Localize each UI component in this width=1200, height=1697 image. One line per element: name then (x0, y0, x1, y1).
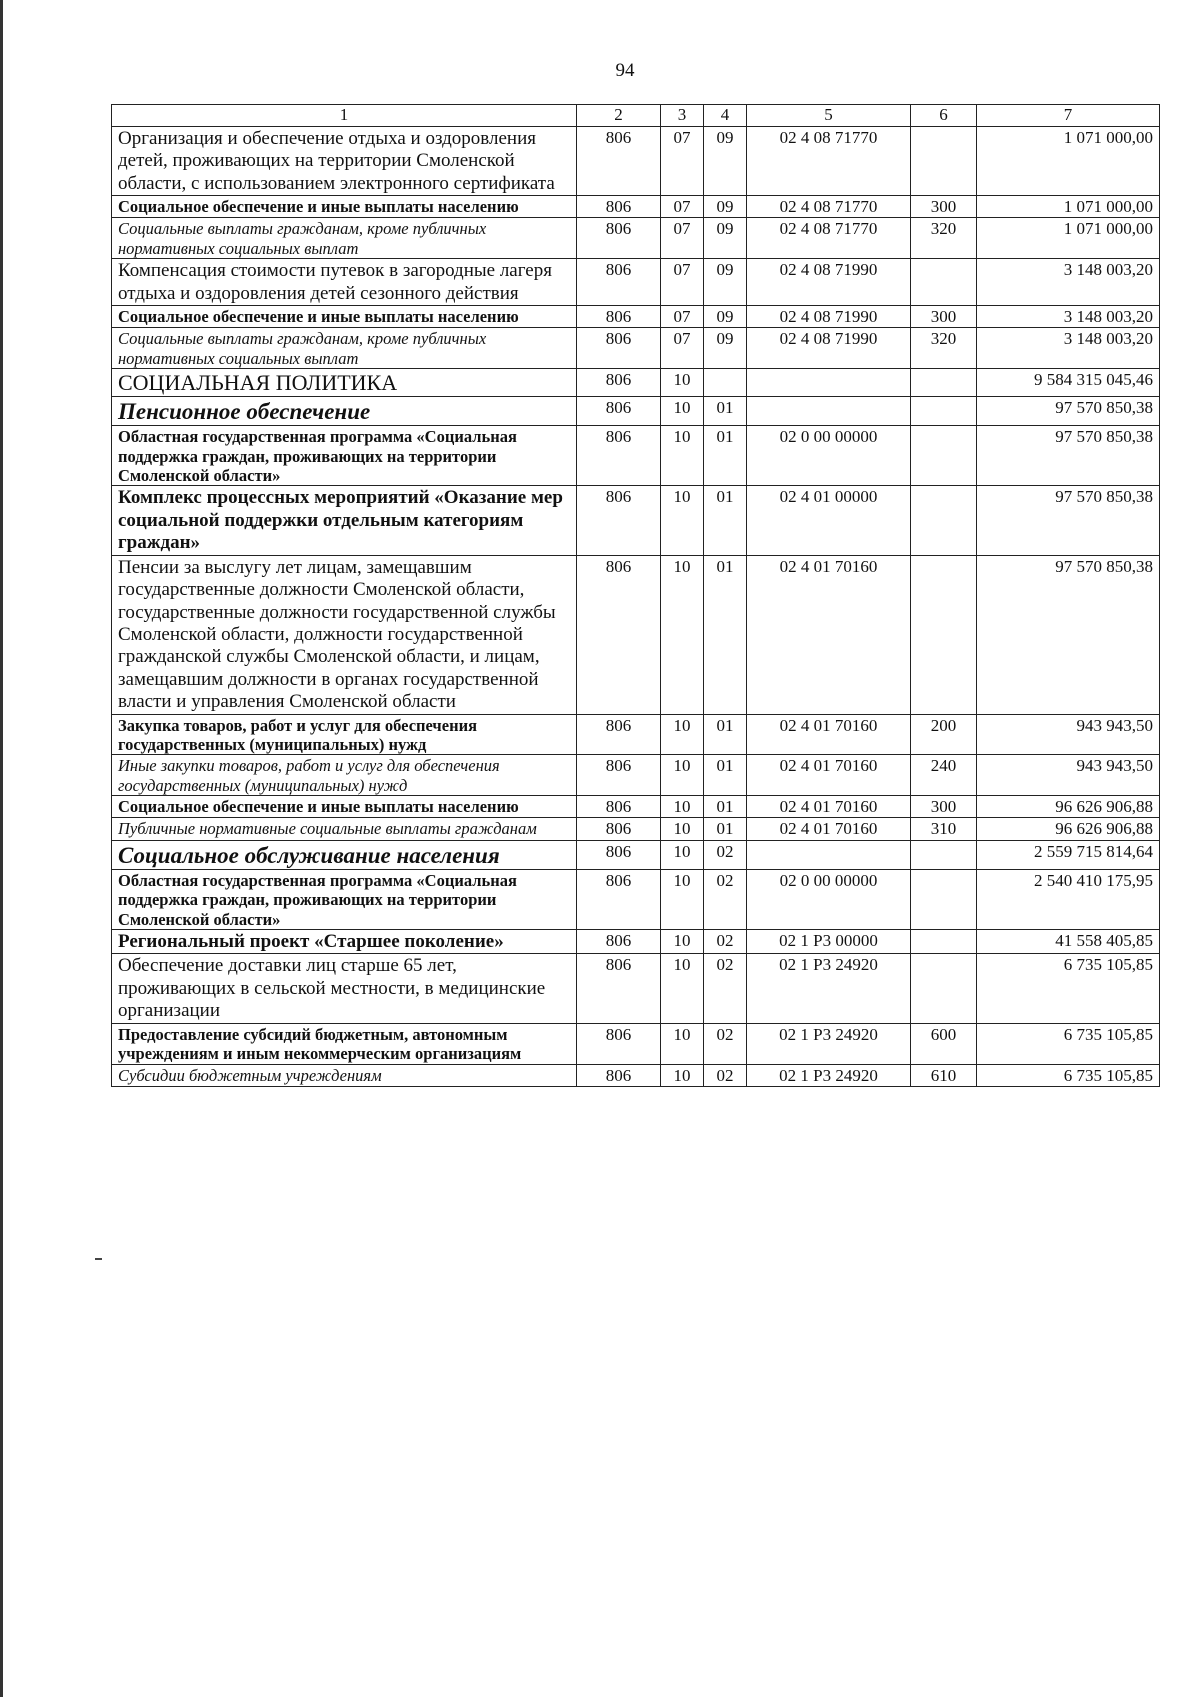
row-expense-type: 320 (911, 328, 977, 369)
row-target-article: 02 1 P3 24920 (747, 954, 911, 1023)
row-subsection-code: 09 (704, 127, 747, 196)
row-expense-type (911, 840, 977, 869)
row-amount: 3 148 003,20 (977, 259, 1160, 306)
row-admin-code: 806 (577, 869, 661, 929)
table-row (112, 328, 1160, 369)
row-target-article: 02 4 08 71770 (747, 196, 911, 218)
table-header-row (112, 105, 1160, 127)
row-admin-code: 806 (577, 218, 661, 259)
header-cell: 5 (747, 105, 911, 127)
row-target-article: 02 4 08 71770 (747, 127, 911, 196)
row-amount: 6 735 105,85 (977, 1023, 1160, 1064)
row-expense-type (911, 954, 977, 1023)
row-name: Социальное обеспечение и иные выплаты населению (112, 796, 577, 818)
row-section-code: 07 (661, 218, 704, 259)
row-subsection-code: 02 (704, 1064, 747, 1086)
row-name: Пенсии за выслугу лет лицам, замещавшим государственные должности Смоленской области, государственные должности государственной службы Смоленской области, должности государственной гражданской службы Смоленской области, и лицам, замещавшим должности в органах государственной власти и управления Смоленской области (112, 555, 577, 714)
row-target-article (747, 396, 911, 425)
row-subsection-code: 01 (704, 818, 747, 840)
row-section-code: 07 (661, 259, 704, 306)
table-row (112, 396, 1160, 425)
row-admin-code: 806 (577, 840, 661, 869)
header-cell: 4 (704, 105, 747, 127)
row-target-article: 02 1 P3 24920 (747, 1023, 911, 1064)
row-subsection-code: 01 (704, 426, 747, 486)
table-row (112, 796, 1160, 818)
row-admin-code: 806 (577, 486, 661, 555)
row-section-code: 10 (661, 555, 704, 714)
row-expense-type (911, 369, 977, 397)
row-name: Социальные выплаты гражданам, кроме публичных нормативных социальных выплат (112, 218, 577, 259)
row-section-code: 10 (661, 426, 704, 486)
header-cell: 6 (911, 105, 977, 127)
row-amount: 3 148 003,20 (977, 306, 1160, 328)
row-subsection-code: 01 (704, 396, 747, 425)
row-expense-type (911, 127, 977, 196)
row-admin-code: 806 (577, 1064, 661, 1086)
row-target-article: 02 0 00 00000 (747, 426, 911, 486)
table-row (112, 1023, 1160, 1064)
row-amount: 2 540 410 175,95 (977, 869, 1160, 929)
row-name: Социальные выплаты гражданам, кроме публичных нормативных социальных выплат (112, 328, 577, 369)
row-amount: 96 626 906,88 (977, 796, 1160, 818)
row-name: Социальное обслуживание населения (112, 840, 577, 869)
row-expense-type: 240 (911, 755, 977, 796)
row-name: Субсидии бюджетным учреждениям (112, 1064, 577, 1086)
row-expense-type: 610 (911, 1064, 977, 1086)
row-subsection-code: 09 (704, 196, 747, 218)
header-cell: 1 (112, 105, 577, 127)
header-cell: 3 (661, 105, 704, 127)
row-section-code: 10 (661, 796, 704, 818)
row-target-article: 02 1 P3 24920 (747, 1064, 911, 1086)
row-amount: 41 558 405,85 (977, 930, 1160, 954)
row-expense-type (911, 486, 977, 555)
row-admin-code: 806 (577, 714, 661, 755)
row-admin-code: 806 (577, 306, 661, 328)
row-expense-type: 300 (911, 796, 977, 818)
row-expense-type (911, 869, 977, 929)
row-target-article: 02 4 08 71990 (747, 306, 911, 328)
row-name: Организация и обеспечение отдыха и оздоровления детей, проживающих на территории Смоленской области, с использованием электронного сертификата (112, 127, 577, 196)
row-target-article (747, 369, 911, 397)
row-section-code: 10 (661, 369, 704, 397)
row-section-code: 10 (661, 1023, 704, 1064)
row-target-article: 02 1 P3 00000 (747, 930, 911, 954)
row-section-code: 07 (661, 306, 704, 328)
row-subsection-code: 01 (704, 486, 747, 555)
row-amount: 9 584 315 045,46 (977, 369, 1160, 397)
row-expense-type: 200 (911, 714, 977, 755)
row-name: Обеспечение доставки лиц старше 65 лет, проживающих в сельской местности, в медицинские организации (112, 954, 577, 1023)
table-row (112, 369, 1160, 397)
table-row (112, 306, 1160, 328)
row-target-article: 02 4 01 70160 (747, 796, 911, 818)
row-expense-type: 310 (911, 818, 977, 840)
table-row (112, 486, 1160, 555)
row-expense-type: 300 (911, 196, 977, 218)
row-section-code: 10 (661, 396, 704, 425)
row-section-code: 10 (661, 818, 704, 840)
row-target-article: 02 4 01 70160 (747, 755, 911, 796)
row-admin-code: 806 (577, 755, 661, 796)
table-row (112, 218, 1160, 259)
row-admin-code: 806 (577, 396, 661, 425)
table-row (112, 1064, 1160, 1086)
row-expense-type: 300 (911, 306, 977, 328)
row-section-code: 10 (661, 755, 704, 796)
row-section-code: 07 (661, 196, 704, 218)
header-cell: 2 (577, 105, 661, 127)
row-amount: 3 148 003,20 (977, 328, 1160, 369)
header-cell: 7 (977, 105, 1160, 127)
row-name: Региональный проект «Старшее поколение» (112, 930, 577, 954)
row-name: Пенсионное обеспечение (112, 396, 577, 425)
table-row (112, 840, 1160, 869)
row-admin-code: 806 (577, 259, 661, 306)
row-amount: 1 071 000,00 (977, 127, 1160, 196)
row-subsection-code: 02 (704, 930, 747, 954)
row-admin-code: 806 (577, 1023, 661, 1064)
row-target-article: 02 4 08 71990 (747, 259, 911, 306)
row-name: Предоставление субсидий бюджетным, автономным учреждениям и иным некоммерческим организациям (112, 1023, 577, 1064)
table-row (112, 259, 1160, 306)
table-row (112, 954, 1160, 1023)
row-subsection-code: 09 (704, 218, 747, 259)
row-admin-code: 806 (577, 796, 661, 818)
row-target-article: 02 4 01 00000 (747, 486, 911, 555)
scan-mark (95, 1258, 102, 1260)
row-name: Компенсация стоимости путевок в загородные лагеря отдыха и оздоровления детей сезонного действия (112, 259, 577, 306)
row-name: Социальное обеспечение и иные выплаты населению (112, 196, 577, 218)
row-admin-code: 806 (577, 328, 661, 369)
table-row (112, 196, 1160, 218)
row-name: Областная государственная программа «Социальная поддержка граждан, проживающих на территории Смоленской области» (112, 869, 577, 929)
row-admin-code: 806 (577, 954, 661, 1023)
row-subsection-code: 01 (704, 714, 747, 755)
row-section-code: 10 (661, 954, 704, 1023)
row-expense-type: 600 (911, 1023, 977, 1064)
row-section-code: 10 (661, 869, 704, 929)
row-section-code: 07 (661, 127, 704, 196)
row-section-code: 10 (661, 840, 704, 869)
row-name: Социальное обеспечение и иные выплаты населению (112, 306, 577, 328)
row-subsection-code (704, 369, 747, 397)
row-subsection-code: 09 (704, 259, 747, 306)
row-subsection-code: 02 (704, 954, 747, 1023)
row-subsection-code: 09 (704, 328, 747, 369)
row-name: Областная государственная программа «Социальная поддержка граждан, проживающих на территории Смоленской области» (112, 426, 577, 486)
table-row (112, 755, 1160, 796)
page-number: 94 (615, 60, 635, 81)
row-amount: 97 570 850,38 (977, 396, 1160, 425)
row-target-article: 02 4 08 71770 (747, 218, 911, 259)
table-row (112, 930, 1160, 954)
row-section-code: 10 (661, 714, 704, 755)
row-expense-type: 320 (911, 218, 977, 259)
row-target-article (747, 840, 911, 869)
table-row (112, 818, 1160, 840)
row-admin-code: 806 (577, 818, 661, 840)
row-amount: 96 626 906,88 (977, 818, 1160, 840)
row-admin-code: 806 (577, 369, 661, 397)
table-row (112, 426, 1160, 486)
row-expense-type (911, 930, 977, 954)
table-row (112, 869, 1160, 929)
row-subsection-code: 02 (704, 840, 747, 869)
row-admin-code: 806 (577, 426, 661, 486)
row-amount: 1 071 000,00 (977, 218, 1160, 259)
row-expense-type (911, 259, 977, 306)
row-amount: 6 735 105,85 (977, 1064, 1160, 1086)
row-admin-code: 806 (577, 555, 661, 714)
row-subsection-code: 02 (704, 1023, 747, 1064)
row-subsection-code: 01 (704, 555, 747, 714)
row-amount: 943 943,50 (977, 755, 1160, 796)
row-amount: 943 943,50 (977, 714, 1160, 755)
row-admin-code: 806 (577, 930, 661, 954)
row-subsection-code: 09 (704, 306, 747, 328)
table-row (112, 127, 1160, 196)
row-subsection-code: 02 (704, 869, 747, 929)
row-expense-type (911, 396, 977, 425)
row-name: Иные закупки товаров, работ и услуг для обеспечения государственных (муниципальных) нужд (112, 755, 577, 796)
row-section-code: 10 (661, 486, 704, 555)
row-subsection-code: 01 (704, 755, 747, 796)
budget-table (111, 104, 1160, 1087)
row-section-code: 10 (661, 1064, 704, 1086)
row-name: Публичные нормативные социальные выплаты гражданам (112, 818, 577, 840)
row-amount: 97 570 850,38 (977, 426, 1160, 486)
row-target-article: 02 0 00 00000 (747, 869, 911, 929)
row-section-code: 07 (661, 328, 704, 369)
row-target-article: 02 4 08 71990 (747, 328, 911, 369)
row-amount: 6 735 105,85 (977, 954, 1160, 1023)
table-row (112, 555, 1160, 714)
row-amount: 1 071 000,00 (977, 196, 1160, 218)
row-target-article: 02 4 01 70160 (747, 818, 911, 840)
row-name: Закупка товаров, работ и услуг для обеспечения государственных (муниципальных) нужд (112, 714, 577, 755)
row-expense-type (911, 426, 977, 486)
row-target-article: 02 4 01 70160 (747, 714, 911, 755)
row-target-article: 02 4 01 70160 (747, 555, 911, 714)
row-name: СОЦИАЛЬНАЯ ПОЛИТИКА (112, 369, 577, 397)
row-subsection-code: 01 (704, 796, 747, 818)
row-amount: 97 570 850,38 (977, 555, 1160, 714)
row-expense-type (911, 555, 977, 714)
row-amount: 2 559 715 814,64 (977, 840, 1160, 869)
row-admin-code: 806 (577, 127, 661, 196)
scan-edge-line (0, 0, 3, 1697)
row-name: Комплекс процессных мероприятий «Оказание мер социальной поддержки отдельным категориям граждан» (112, 486, 577, 555)
table-row (112, 714, 1160, 755)
row-admin-code: 806 (577, 196, 661, 218)
row-amount: 97 570 850,38 (977, 486, 1160, 555)
row-section-code: 10 (661, 930, 704, 954)
